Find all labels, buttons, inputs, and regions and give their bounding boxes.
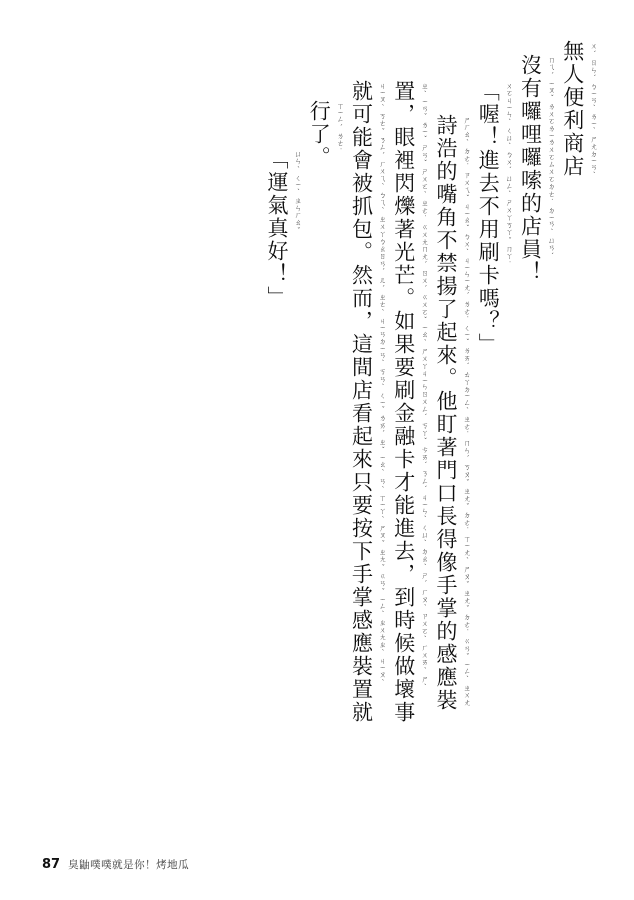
bopomofo-ruby: ㄐㄧㄡˋㄎㄜˇㄋㄥˊㄏㄨㄟˋㄅㄟˋㄓㄨㄚㄅㄠㄖㄢˊㄦˊㄓㄜˋㄐㄧㄢㄉㄧㄢˋㄎㄢˋㄑㄧˇㄌㄞˊㄓˇㄧㄠˋㄢˋㄒㄧㄚˋㄕㄡˇㄓㄤˇㄍㄢˇㄧㄥˋㄓㄨㄤㄓˋㄐㄧㄡˋ (378, 82, 388, 688)
column-text: 詩浩的嘴角不禁揚了起來。他盯著門口長得像手掌的感應裝 (434, 114, 459, 712)
text-column (302, 100, 344, 169)
text-column (260, 148, 302, 309)
running-title: 臭鼬噗噗就是你！烤地瓜 (68, 859, 190, 871)
page-number: 87 (42, 857, 61, 872)
column-text: 置，眼裡閃爍著光芒。如果要刷金融卡才能進去，到時候做壞事 (391, 80, 416, 724)
bopomofo-ruby: ㄩㄣˋㄑㄧˋㄓㄣㄏㄠˇ (294, 150, 304, 236)
bopomofo-ruby: ㄕㄏㄠˋㄉㄜ˙ㄗㄨㄟˇㄐㄧㄠˇㄅㄨˋㄐㄧㄣㄧㄤˊㄌㄜ˙ㄑㄧˇㄌㄞˊㄊㄚㄉㄧㄥˋㄓㄜ˙ㄇㄣˊㄎㄡˇㄓㄤˇㄉㄜ˙ㄒㄧㄤˋㄕㄡˇㄓㄤˇㄉㄜ˙ㄍㄢˇㄧㄥˋㄓㄨㄤ (463, 116, 473, 707)
column-text: 就可能會被抓包。然而，這間店看起來只要按下手掌感應裝置就 (349, 80, 374, 724)
bopomofo-ruby: ㄇㄟˊㄧㄡˇㄌㄨㄛㄌㄧㄌㄨㄛㄙㄨㄛㄉㄜ˙ㄉㄧㄢˋㄩㄢˊ (547, 56, 557, 261)
column-text: 行了。 (307, 100, 332, 169)
text-column (471, 80, 513, 356)
bopomofo-ruby: ㄓˋㄧㄢˇㄌㄧˇㄕㄢˇㄕㄨㄛˋㄓㄜ˙ㄍㄨㄤㄇㄤˊㄖㄨˊㄍㄨㄛˇㄧㄠˋㄕㄨㄚㄐㄧㄣㄖㄨㄥˊㄎㄚˇㄘㄞˊㄋㄥˊㄐㄧㄣˋㄑㄩˋㄉㄠˋㄕˊㄏㄡˋㄗㄨㄛˋㄏㄨㄞˋㄕˋ (421, 82, 430, 692)
column-text: 無人便利商店 (560, 40, 585, 178)
bopomofo-ruby: ㄒㄧㄥˊㄌㄜ˙ (336, 102, 346, 156)
column-text: 沒有囉哩囉嗦的店員！ (518, 54, 543, 284)
column-text: 「喔！進去不用刷卡嗎？」 (476, 80, 501, 356)
vertical-text-body (40, 40, 598, 830)
text-column (387, 80, 429, 724)
text-column (345, 80, 387, 724)
column-text: 「運氣真好！」 (265, 148, 290, 309)
bopomofo-ruby: ㄨˊㄖㄣˊㄅㄧㄢˋㄌㄧˋㄕㄤㄉㄧㄢˋ (590, 42, 599, 180)
text-column (556, 40, 598, 180)
page-footer (42, 857, 189, 872)
bopomofo-ruby: ㄨㄛㄐㄧㄣˋㄑㄩˋㄅㄨˊㄩㄥˋㄕㄨㄚㄎㄚˇㄇㄚ˙ (505, 82, 515, 269)
text-column (429, 114, 471, 712)
text-column (514, 54, 556, 284)
